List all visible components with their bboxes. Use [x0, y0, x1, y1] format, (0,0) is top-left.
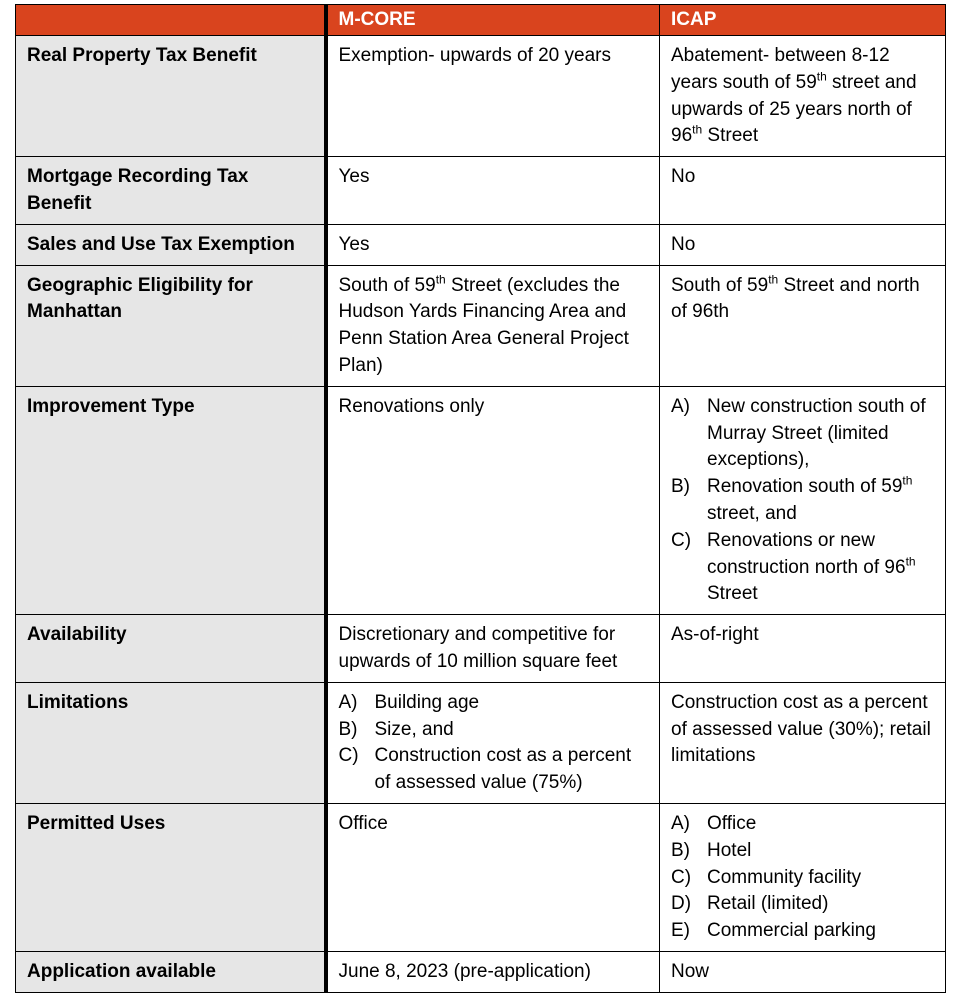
mcore-cell: Discretionary and competitive for upwards of 10 million square feet — [326, 615, 660, 683]
list-item — [671, 838, 935, 865]
list-marker: B) — [671, 839, 690, 861]
ordinal-suffix: th — [435, 272, 446, 287]
list-text: Street — [707, 583, 758, 605]
list-text: Construction cost as a percent of assessed value (75%) — [374, 745, 632, 794]
list-marker: C) — [671, 529, 692, 551]
cell-text: street and upwards of 25 years north of 96 — [671, 71, 917, 147]
cell-text: Street and north of 96th — [671, 274, 920, 323]
mcore-cell — [326, 265, 660, 386]
table-row — [16, 682, 946, 803]
cell-text: Abatement- between 8-12 years south of 59 — [671, 45, 890, 93]
icap-cell — [660, 803, 946, 951]
row-label: Availability — [16, 615, 326, 683]
header-empty-cell — [16, 5, 326, 36]
row-label: Geographic Eligibility for Manhattan — [16, 265, 326, 386]
ordinal-suffix: th — [768, 272, 779, 287]
icap-cell: Now — [660, 951, 946, 992]
cell-text: South of 59 — [338, 274, 436, 296]
row-label: Real Property Tax Benefit — [16, 36, 326, 157]
table-row — [16, 951, 946, 992]
list-text: Building age — [374, 691, 480, 713]
mcore-cell: Exemption- upwards of 20 years — [326, 36, 660, 157]
list-text: Renovations or new construction north of 96 — [707, 529, 906, 578]
row-label: Permitted Uses — [16, 803, 326, 951]
mcore-cell: Yes — [326, 157, 660, 225]
list-marker: A) — [671, 812, 690, 834]
ordinal-suffix: th — [902, 473, 913, 488]
list-marker: A) — [671, 395, 690, 417]
header-icap: ICAP — [660, 5, 946, 36]
table-row — [16, 615, 946, 683]
table-row — [16, 224, 946, 265]
ordinal-suffix: th — [905, 554, 916, 569]
list-text: Retail (limited) — [707, 893, 829, 915]
limitations-list — [339, 690, 650, 797]
header-row — [16, 5, 946, 36]
icap-cell: Construction cost as a percent of assessed value (30%); retail limitations — [660, 682, 946, 803]
mcore-cell: Renovations only — [326, 386, 660, 614]
row-label: Limitations — [16, 682, 326, 803]
list-item — [671, 918, 935, 945]
mcore-cell: Office — [326, 803, 660, 951]
list-text: street, and — [707, 502, 797, 524]
cell-text: Street — [702, 125, 759, 147]
table-row — [16, 803, 946, 951]
icap-cell: No — [660, 157, 946, 225]
list-item — [339, 743, 650, 797]
list-marker: B) — [338, 718, 358, 740]
list-item — [339, 717, 650, 744]
icap-cell: No — [660, 224, 946, 265]
improvement-list — [671, 394, 935, 608]
list-text: Size, and — [374, 718, 454, 740]
table-row — [16, 36, 946, 157]
list-text: Renovation south of 59 — [707, 476, 903, 498]
row-label: Sales and Use Tax Exemption — [16, 224, 326, 265]
table-row — [16, 265, 946, 386]
list-marker: B) — [671, 476, 690, 498]
list-marker: E) — [671, 920, 690, 942]
list-marker: D) — [671, 893, 692, 915]
icap-cell: As-of-right — [660, 615, 946, 683]
list-marker: C) — [671, 866, 692, 888]
list-item — [671, 474, 935, 528]
header-mcore: M-CORE — [326, 5, 660, 36]
icap-cell — [660, 36, 946, 157]
list-item — [671, 891, 935, 918]
table-row — [16, 157, 946, 225]
list-text: Community facility — [707, 866, 862, 888]
list-text: New construction south of Murray Street (limited exceptions), — [707, 395, 926, 471]
list-text: Hotel — [707, 839, 752, 861]
list-marker: A) — [338, 691, 358, 713]
icap-cell — [660, 265, 946, 386]
cell-text: Street (excludes the Hudson Yards Financing Area and Penn Station Area General Project Plan) — [338, 274, 629, 376]
list-item — [671, 865, 935, 892]
ordinal-suffix: th — [692, 123, 703, 138]
mcore-cell — [326, 682, 660, 803]
permitted-uses-list — [671, 811, 935, 945]
list-item — [671, 394, 935, 474]
icap-cell — [660, 386, 946, 614]
table-row — [16, 386, 946, 614]
list-item — [339, 690, 650, 717]
mcore-cell: June 8, 2023 (pre-application) — [326, 951, 660, 992]
row-label: Mortgage Recording Tax Benefit — [16, 157, 326, 225]
list-item — [671, 528, 935, 608]
row-label: Application available — [16, 951, 326, 992]
list-item — [671, 811, 935, 838]
mcore-cell: Yes — [326, 224, 660, 265]
cell-text: South of 59 — [671, 274, 769, 296]
list-marker: C) — [338, 745, 359, 767]
list-text: Office — [707, 812, 757, 834]
list-text: Commercial parking — [707, 920, 876, 942]
ordinal-suffix: th — [816, 69, 827, 84]
row-label: Improvement Type — [16, 386, 326, 614]
comparison-table — [15, 4, 946, 993]
